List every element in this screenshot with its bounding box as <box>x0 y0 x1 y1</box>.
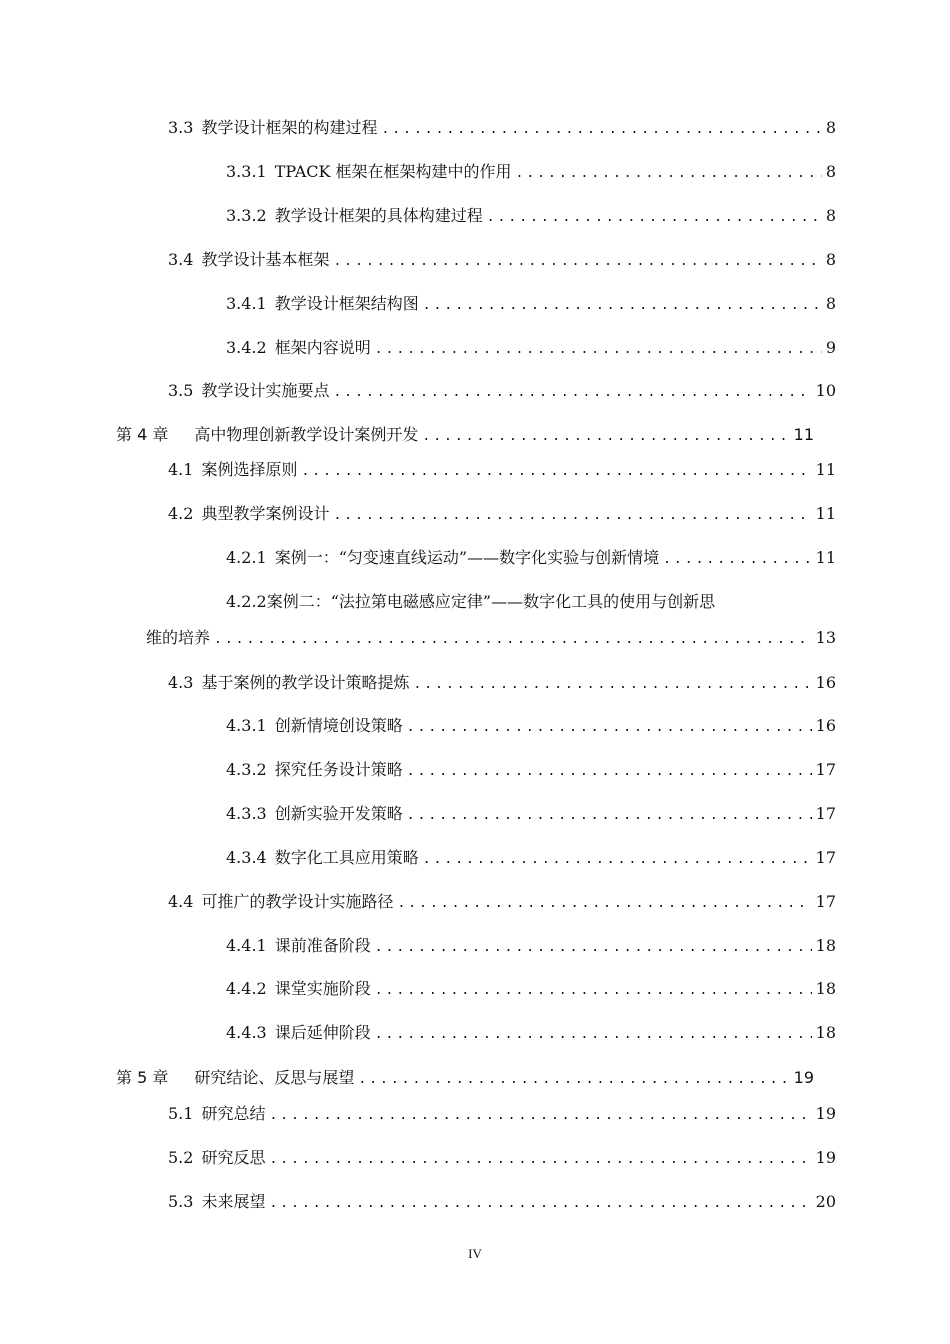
toc-leader <box>333 506 811 526</box>
toc-page: 9 <box>825 338 836 357</box>
toc-entry[interactable] <box>226 716 836 738</box>
toc-leader <box>516 164 822 184</box>
toc-title: 基于案例的教学设计策略提炼 <box>201 673 410 692</box>
toc-chapter-number: 第 4 章 <box>116 425 169 444</box>
toc-number: 3.5 <box>168 381 194 400</box>
toc-number: 3.4.2 <box>226 338 267 357</box>
toc-number: 4.4 <box>168 892 194 911</box>
toc-leader <box>301 462 811 482</box>
toc-entry[interactable] <box>226 162 836 184</box>
toc-title: 可推广的教学设计实施路径 <box>201 892 394 911</box>
toc-entry[interactable] <box>168 460 836 482</box>
toc-entry-wrapped-first-line[interactable] <box>226 592 715 612</box>
toc-page: 11 <box>815 504 836 523</box>
toc-page: 19 <box>815 1148 836 1167</box>
toc-leader <box>333 383 811 403</box>
toc-number: 5.2 <box>168 1148 194 1167</box>
toc-number: 4.3.2 <box>226 760 267 779</box>
toc-entry[interactable] <box>168 1148 836 1170</box>
toc-title: 教学设计框架的构建过程 <box>201 118 378 137</box>
toc-leader <box>375 1025 812 1045</box>
toc-leader <box>423 296 822 316</box>
toc-entry[interactable] <box>226 1023 836 1045</box>
toc-entry[interactable] <box>226 848 836 870</box>
toc-entry[interactable] <box>168 381 836 403</box>
toc-leader <box>407 762 812 782</box>
toc-title: 数字化工具应用策略 <box>274 848 419 867</box>
toc-page: 8 <box>825 250 836 269</box>
toc-leader <box>423 850 812 870</box>
toc-number: 4.2.2 <box>226 592 267 611</box>
toc-entry[interactable] <box>168 892 836 914</box>
toc-title: 案例一：“匀变速直线运动”——数字化实验与创新情境 <box>274 548 660 567</box>
toc-page: 17 <box>815 892 836 911</box>
toc-number: 4.3.3 <box>226 804 267 823</box>
toc-page: 17 <box>815 804 836 823</box>
toc-title: 创新实验开发策略 <box>274 804 403 823</box>
toc-number: 4.1 <box>168 460 194 479</box>
toc-leader <box>663 550 812 570</box>
toc-title: 典型教学案例设计 <box>201 504 330 523</box>
toc-number: 3.3.1 <box>226 162 267 181</box>
toc-number: 4.3 <box>168 673 194 692</box>
toc-leader <box>422 427 789 447</box>
toc-page: 19 <box>815 1104 836 1123</box>
toc-number: 5.3 <box>168 1192 194 1211</box>
toc-number: 4.3.1 <box>226 716 267 735</box>
toc-page: 8 <box>825 162 836 181</box>
toc-leader <box>381 120 821 140</box>
toc-entry[interactable] <box>226 936 836 958</box>
toc-number: 4.4.1 <box>226 936 267 955</box>
toc-title: 课后延伸阶段 <box>274 1023 371 1042</box>
toc-number: 3.4 <box>168 250 194 269</box>
toc-page: 8 <box>825 294 836 313</box>
toc-entry[interactable] <box>168 118 836 140</box>
toc-page: 18 <box>815 1023 836 1042</box>
toc-title: 研究总结 <box>201 1104 266 1123</box>
toc-page: 11 <box>815 548 836 567</box>
toc-number: 3.4.1 <box>226 294 267 313</box>
toc-page: 13 <box>815 628 836 647</box>
toc-title: 探究任务设计策略 <box>274 760 403 779</box>
toc-title: 教学设计框架的具体构建过程 <box>274 206 483 225</box>
toc-entry[interactable] <box>168 1104 836 1126</box>
toc-entry[interactable] <box>168 1192 836 1214</box>
toc-title: TPACK 框架在框架构建中的作用 <box>274 162 512 181</box>
toc-entry[interactable] <box>168 250 836 272</box>
toc-leader <box>375 981 812 1001</box>
toc-leader <box>407 806 812 826</box>
toc-entry[interactable] <box>168 673 836 695</box>
toc-title: 未来展望 <box>201 1192 266 1211</box>
toc-leader <box>375 938 812 958</box>
toc-title: 教学设计框架结构图 <box>274 294 419 313</box>
toc-entry[interactable] <box>168 504 836 526</box>
toc-leader <box>375 340 822 360</box>
toc-page: 11 <box>815 460 836 479</box>
toc-title: 框架内容说明 <box>274 338 371 357</box>
toc-leader <box>269 1106 811 1126</box>
toc-number: 4.2 <box>168 504 194 523</box>
toc-leader <box>413 675 811 695</box>
toc-entry-wrapped-continuation[interactable] <box>146 628 836 650</box>
toc-entry[interactable] <box>226 206 836 228</box>
toc-chapter-number: 第 5 章 <box>116 1068 169 1087</box>
toc-page: 8 <box>825 118 836 137</box>
toc-leader <box>358 1070 789 1090</box>
toc-page: 17 <box>815 760 836 779</box>
toc-entry[interactable] <box>226 548 836 570</box>
toc-number: 3.3 <box>168 118 194 137</box>
toc-title: 案例二：“法拉第电磁感应定律”——数字化工具的使用与创新思 <box>266 592 716 611</box>
toc-page: 10 <box>815 381 836 400</box>
toc-page: 18 <box>815 979 836 998</box>
toc-title: 课前准备阶段 <box>274 936 371 955</box>
toc-leader <box>407 718 812 738</box>
toc-page: 16 <box>815 673 836 692</box>
toc-leader <box>333 252 821 272</box>
toc-title-continuation: 维的培养 <box>146 628 211 647</box>
toc-title: 教学设计实施要点 <box>201 381 330 400</box>
toc-number: 4.4.3 <box>226 1023 267 1042</box>
toc-title: 教学设计基本框架 <box>201 250 330 269</box>
toc-page: 17 <box>815 848 836 867</box>
toc-chapter-entry[interactable] <box>116 1068 814 1090</box>
toc-leader <box>397 894 811 914</box>
toc-entry[interactable] <box>226 979 836 1001</box>
toc-leader <box>269 1194 811 1214</box>
toc-page: 20 <box>815 1192 836 1211</box>
toc-chapter-entry[interactable] <box>116 425 814 447</box>
toc-number: 4.4.2 <box>226 979 267 998</box>
toc-entry[interactable] <box>226 760 836 782</box>
toc-title: 研究结论、反思与展望 <box>194 1068 355 1087</box>
toc-number: 3.3.2 <box>226 206 267 225</box>
toc-number: 4.2.1 <box>226 548 267 567</box>
toc-number: 5.1 <box>168 1104 194 1123</box>
toc-leader <box>269 1150 811 1170</box>
page-number-footer: IV <box>468 1246 482 1261</box>
toc-page: 19 <box>793 1068 814 1087</box>
toc-leader <box>214 630 812 650</box>
toc-title: 创新情境创设策略 <box>274 716 403 735</box>
toc-entry[interactable] <box>226 294 836 316</box>
toc-title: 课堂实施阶段 <box>274 979 371 998</box>
toc-page: 18 <box>815 936 836 955</box>
toc-page: 11 <box>793 425 814 444</box>
toc-entry[interactable] <box>226 804 836 826</box>
toc-leader <box>487 208 822 228</box>
toc-title: 高中物理创新教学设计案例开发 <box>194 425 419 444</box>
toc-page: 16 <box>815 716 836 735</box>
toc-entry[interactable] <box>226 338 836 360</box>
toc-number: 4.3.4 <box>226 848 267 867</box>
toc-page: 8 <box>825 206 836 225</box>
toc-title: 研究反思 <box>201 1148 266 1167</box>
toc-title: 案例选择原则 <box>201 460 298 479</box>
